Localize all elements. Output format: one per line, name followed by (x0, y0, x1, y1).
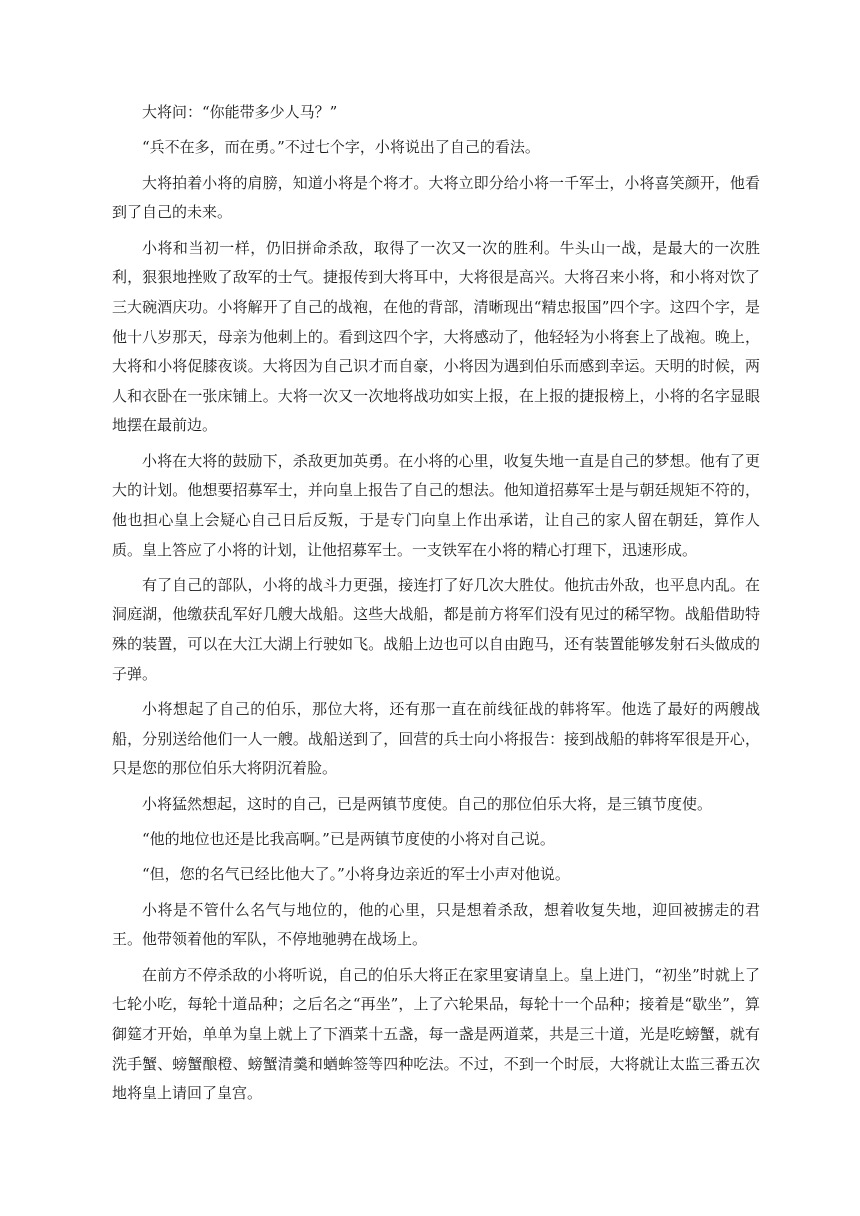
paragraph-7: 小将想起了自己的伯乐，那位大将，还有那一直在前线征战的韩将军。他选了最好的两艘战船，分别送给他们一人一艘。战船送到了，回营的兵士向小将报告：接到战船的韩将军很是开心，只是您的那位伯乐大将阴沉着脸。 (112, 700, 760, 778)
story-text (112, 98, 760, 1115)
paragraph-6: 有了自己的部队，小将的战斗力更强，接连打了好几次大胜仗。他抗击外敌，也平息内乱。在洞庭湖，他缴获乱军好几艘大战船。这些大战船，都是前方将军们没有见过的稀罕物。战船借助特殊的装置，可以在大江大湖上行驶如飞。战船上边也可以自由跑马，还有装置能够发射石头做成的子弹。 (112, 575, 760, 683)
paragraph-12: 在前方不停杀敌的小将听说，自己的伯乐大将正在家里宴请皇上。皇上进门，“初坐”时就上了七轮小吃，每轮十道品种；之后名之“再坐”，上了六轮果品，每轮十一个品种；接着是“歇坐”，算御筵才开始，单单为皇上就上了下酒菜十五盏，每一盏是两道菜，共是三十道，光是吃螃蟹，就有洗手蟹、螃蟹酿橙、螃蟹清羹和蝤蛑签等四种吃法。不过，不到一个时辰，大将就让太监三番五次地将皇上请回了皇宫。 (112, 965, 760, 1103)
paragraph-9: “他的地位也还是比我高啊。”已是两镇节度使的小将对自己说。 (142, 830, 555, 849)
paragraph-1: 大将问：“你能带多少人马？” (142, 103, 338, 121)
paragraph-3: 大将拍着小将的肩膀，知道小将是个将才。大将立即分给小将一千军士，小将喜笑颜开，他看到了自己的未来。 (112, 173, 760, 222)
paragraph-11: 小将是不管什么名气与地位的，他的心里，只是想着杀敌，想着收复失地，迎回被掳走的君王。他带领着他的军队，不停地驰骋在战场上。 (112, 900, 760, 949)
paragraph-10: “但，您的名气已经比他大了。”小将身边亲近的军士小声对他说。 (142, 865, 570, 884)
paragraph-8: 小将猛然想起，这时的自己，已是两镇节度使。自己的那位伯乐大将，是三镇节度使。 (142, 794, 713, 813)
paragraph-4: 小将和当初一样，仍旧拼命杀敌，取得了一次又一次的胜利。牛头山一战，是最大的一次胜利，狠狠地挫败了敌军的士气。捷报传到大将耳中，大将很是高兴。大将召来小将，和小将对饮了三大碗酒庆功。小将解开了自己的战袍，在他的背部，清晰现出“精忠报国”四个字。这四个字，是他十八岁那天，母亲为他刺上的。看到这四个字，大将感动了，他轻轻为小将套上了战袍。晚上，大将和小将促膝夜谈。大将因为自己识才而自豪，小将因为遇到伯乐而感到幸运。天明的时候，两人和衣卧在一张床铺上。大将一次又一次地将战功如实上报，在上报的捷报榜上，小将的名字显眼地摆在最前边。 (112, 238, 760, 435)
paragraph-2: “兵不在多，而在勇。”不过七个字，小将说出了自己的看法。 (142, 138, 540, 157)
paragraph-5: 小将在大将的鼓励下，杀敌更加英勇。在小将的心里，收复失地一直是自己的梦想。他有了更大的计划。他想要招募军士，并向皇上报告了自己的想法。他知道招募军士是与朝廷规矩不符的，他也担心皇上会疑心自己日后反叛，于是专门向皇上作出承诺，让自己的家人留在朝廷，算作人质。皇上答应了小将的计划，让他招募军士。一支铁军在小将的精心打理下，迅速形成。 (112, 451, 760, 559)
